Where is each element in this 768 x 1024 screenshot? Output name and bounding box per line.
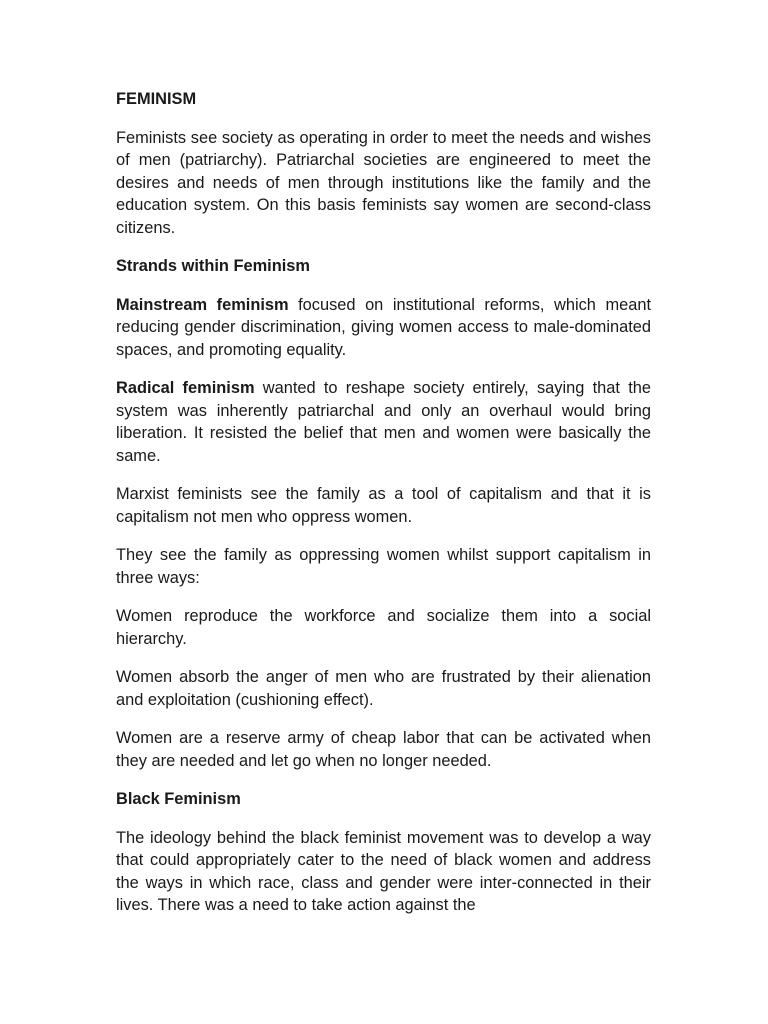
radical-text: wanted to reshape society entirely, saying that the system was inherently patriarchal and only an overhaul would bring liberation. It resisted the belief that men and women were basically the same. bbox=[116, 379, 651, 465]
black-feminism-heading: Black Feminism bbox=[116, 790, 241, 808]
way-1-paragraph: Women reproduce the workforce and socialize them into a social hierarchy. bbox=[116, 607, 651, 648]
document-title: FEMINISM bbox=[116, 90, 197, 108]
intro-paragraph: Feminists see society as operating in order to meet the needs and wishes of men (patriarchy). Patriarchal societies are engineered to meet the desires and needs of men through institutions like the family and the education system. On this basis feminists say women are second-class citizens. bbox=[116, 128, 651, 237]
black-feminism-paragraph: The ideology behind the black feminist movement was to develop a way that could appropriately cater to the need of black women and address the ways in which race, class and gender were inter-connected in their lives. There was a need to take action against the bbox=[116, 828, 651, 914]
way-3-paragraph: Women are a reserve army of cheap labor that can be activated when they are needed and let go when no longer needed. bbox=[116, 729, 651, 770]
marxist-paragraph: Marxist feminists see the family as a tool of capitalism and that it is capitalism not men who oppress women. bbox=[116, 485, 651, 526]
three-ways-paragraph: They see the family as oppressing women whilst support capitalism in three ways: bbox=[116, 546, 651, 587]
radical-lead: Radical feminism bbox=[116, 379, 255, 397]
mainstream-lead: Mainstream feminism bbox=[116, 295, 289, 314]
document-body bbox=[116, 88, 651, 933]
mainstream-text: focused on institutional reforms, which meant reducing gender discrimination, giving women access to male-dominated spaces, and promoting equality. bbox=[116, 295, 651, 359]
radical-paragraph bbox=[116, 377, 651, 467]
mainstream-paragraph bbox=[116, 294, 651, 362]
strands-heading: Strands within Feminism bbox=[116, 257, 310, 275]
way-2-paragraph: Women absorb the anger of men who are frustrated by their alienation and exploitation (cushioning effect). bbox=[116, 668, 651, 709]
